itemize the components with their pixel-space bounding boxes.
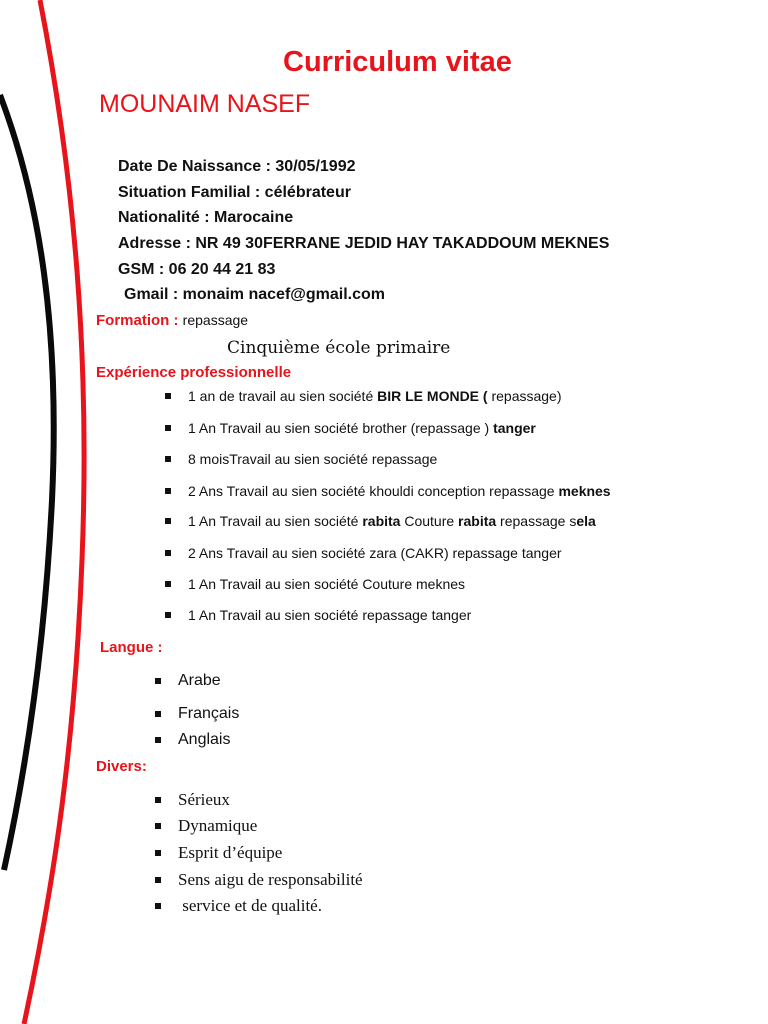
experience-item bbox=[188, 388, 562, 404]
bullet-icon bbox=[155, 737, 161, 743]
bullet-icon bbox=[165, 612, 171, 618]
bullet-icon bbox=[165, 425, 171, 431]
gmail: Gmail : monaim nacef@gmail.com bbox=[124, 286, 385, 303]
bullet-icon bbox=[165, 518, 171, 524]
divers-item bbox=[178, 870, 363, 890]
divers-item bbox=[178, 816, 257, 836]
divers-label: Dynamique bbox=[178, 816, 258, 835]
langue-label: Arabe bbox=[178, 672, 221, 689]
experience-item bbox=[188, 451, 437, 467]
bullet-icon bbox=[165, 393, 171, 399]
birth-date: Date De Naissance : 30/05/1992 bbox=[118, 158, 356, 175]
address: Adresse : NR 49 30FERRANE JEDID HAY TAKADDOUM MEKNES bbox=[118, 235, 610, 252]
divers-label: Sens aigu de responsabilité bbox=[178, 870, 363, 889]
experience-text-part: 1 an de travail au sien société bbox=[188, 388, 378, 404]
bullet-icon bbox=[165, 488, 171, 494]
experience-text-part: 1 An Travail au sien société Couture meknes bbox=[188, 576, 466, 592]
bullet-icon bbox=[155, 678, 161, 684]
experience-text-part: Couture bbox=[400, 513, 459, 529]
experience-text-part: meknes bbox=[558, 483, 611, 499]
divers-item bbox=[178, 896, 322, 916]
divers-label: Esprit d’équipe bbox=[178, 843, 283, 862]
bullet-icon bbox=[155, 797, 161, 803]
gsm: GSM : 06 20 44 21 83 bbox=[118, 261, 276, 278]
langue-label: Français bbox=[178, 705, 240, 722]
bullet-icon bbox=[155, 823, 161, 829]
experience-text-part: 1 An Travail au sien société repassage tanger bbox=[188, 607, 472, 623]
langue-item bbox=[178, 672, 221, 690]
langue-item bbox=[178, 705, 239, 723]
experience-text-part: repassage) bbox=[487, 388, 562, 404]
formation-heading bbox=[96, 312, 248, 329]
family-status: Situation Familial : célébrateur bbox=[118, 184, 351, 201]
bullet-icon bbox=[155, 903, 161, 909]
bullet-icon bbox=[165, 550, 171, 556]
divers-item bbox=[178, 790, 230, 810]
formation-detail: Cinquième école primaire bbox=[227, 338, 451, 358]
formation-label: Formation : bbox=[96, 312, 179, 329]
bullet-icon bbox=[155, 850, 161, 856]
langue-item bbox=[178, 731, 230, 749]
experience-text-part: 2 Ans Travail au sien société khouldi conception repassage bbox=[188, 483, 559, 499]
divers-label: service et de qualité. bbox=[178, 896, 322, 915]
experience-text-part: repassage s bbox=[496, 513, 577, 529]
page-title: Curriculum vitae bbox=[283, 46, 512, 78]
candidate-name: MOUNAIM NASEF bbox=[99, 90, 311, 118]
experience-text-part: 2 Ans Travail au sien société zara (CAKR) repassage tanger bbox=[188, 545, 562, 561]
experience-text-part: 1 An Travail au sien société brother (repassage ) bbox=[188, 420, 494, 436]
nationality: Nationalité : Marocaine bbox=[118, 209, 294, 226]
divers-item bbox=[178, 843, 282, 863]
experience-text-part: rabita bbox=[362, 513, 401, 529]
bullet-icon bbox=[155, 877, 161, 883]
langue-heading: Langue : bbox=[100, 639, 163, 656]
experience-item bbox=[188, 420, 536, 436]
divers-label: Sérieux bbox=[178, 790, 230, 809]
experience-item bbox=[188, 483, 611, 499]
experience-item bbox=[188, 513, 596, 529]
bullet-icon bbox=[155, 711, 161, 717]
experience-text-part: tanger bbox=[493, 420, 536, 436]
experience-item bbox=[188, 607, 471, 623]
experience-text-part: 8 moisTravail au sien société repassage bbox=[188, 451, 438, 467]
bullet-icon bbox=[165, 456, 171, 462]
experience-text-part: ela bbox=[576, 513, 596, 529]
experience-text-part: 1 An Travail au sien société bbox=[188, 513, 363, 529]
experience-item bbox=[188, 545, 562, 561]
langue-label: Anglais bbox=[178, 731, 231, 748]
bullet-icon bbox=[165, 581, 171, 587]
divers-heading: Divers: bbox=[96, 758, 147, 775]
black-curve bbox=[0, 95, 54, 870]
experience-text-part: BIR LE MONDE ( bbox=[377, 388, 488, 404]
experience-text-part: rabita bbox=[458, 513, 497, 529]
experience-heading: Expérience professionnelle bbox=[96, 364, 292, 381]
experience-item bbox=[188, 576, 465, 592]
formation-value: repassage bbox=[182, 312, 249, 328]
